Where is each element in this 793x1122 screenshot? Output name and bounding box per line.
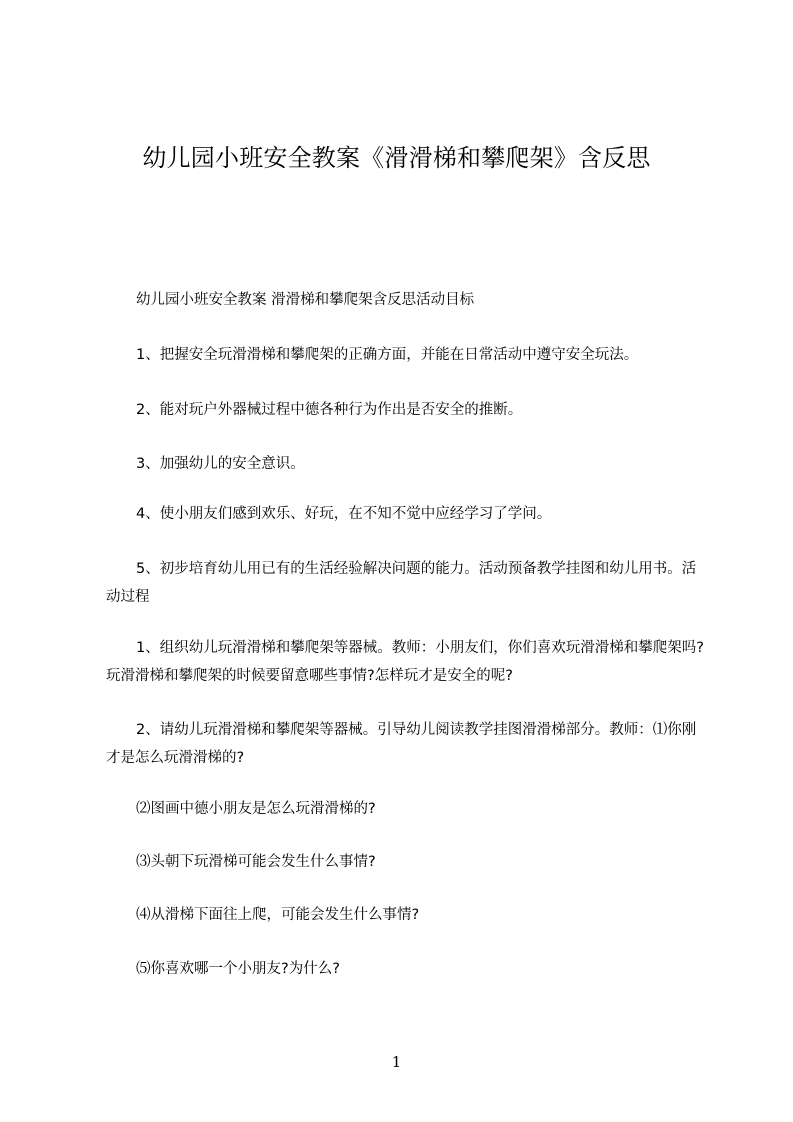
paragraph-goal-4: 4、使小朋友们感到欢乐、好玩，在不知不觉中应经学习了学问。 — [136, 506, 552, 522]
paragraph-question-2: ⑵图画中德小朋友是怎么玩滑滑梯的? — [136, 801, 376, 817]
paragraph-goal-5: 5、初步培育幼儿用已有的生活经验解决问题的能力。活动预备教学挂图和幼儿用书。活动过程 — [106, 561, 697, 605]
paragraph-question-3: ⑶头朝下玩滑梯可能会发生什么事情? — [136, 854, 376, 870]
paragraph-goal-3: 3、加强幼儿的安全意识。 — [136, 456, 305, 472]
paragraph-question-4: ⑷从滑梯下面往上爬，可能会发生什么事情? — [136, 907, 420, 923]
paragraph-goal-2: 2、能对玩户外器械过程中德各种行为作出是否安全的推断。 — [136, 402, 523, 418]
paragraph-goal-1: 1、把握安全玩滑滑梯和攀爬架的正确方面，并能在日常活动中遵守安全玩法。 — [136, 347, 639, 363]
paragraph-question-5: ⑸你喜欢哪一个小朋友?为什么? — [136, 961, 340, 977]
page-number: 1 — [391, 1053, 402, 1071]
document-title: 幼儿园小班安全教案《滑滑梯和攀爬架》含反思 — [142, 144, 651, 172]
paragraph-process-2: 2、请幼儿玩滑滑梯和攀爬架等器械。引导幼儿阅读教学挂图滑滑梯部分。教师：⑴你刚才是怎么玩滑滑梯的? — [106, 722, 697, 766]
paragraph-process-1: 1、组织幼儿玩滑滑梯和攀爬架等器械。教师：小朋友们，你们喜欢玩滑滑梯和攀爬架吗?玩滑滑梯和攀爬架的时候要留意哪些事情?怎样玩才是安全的呢? — [106, 640, 704, 684]
paragraph-activity-goals: 幼儿园小班安全教案 滑滑梯和攀爬架含反思活动目标 — [136, 292, 475, 308]
